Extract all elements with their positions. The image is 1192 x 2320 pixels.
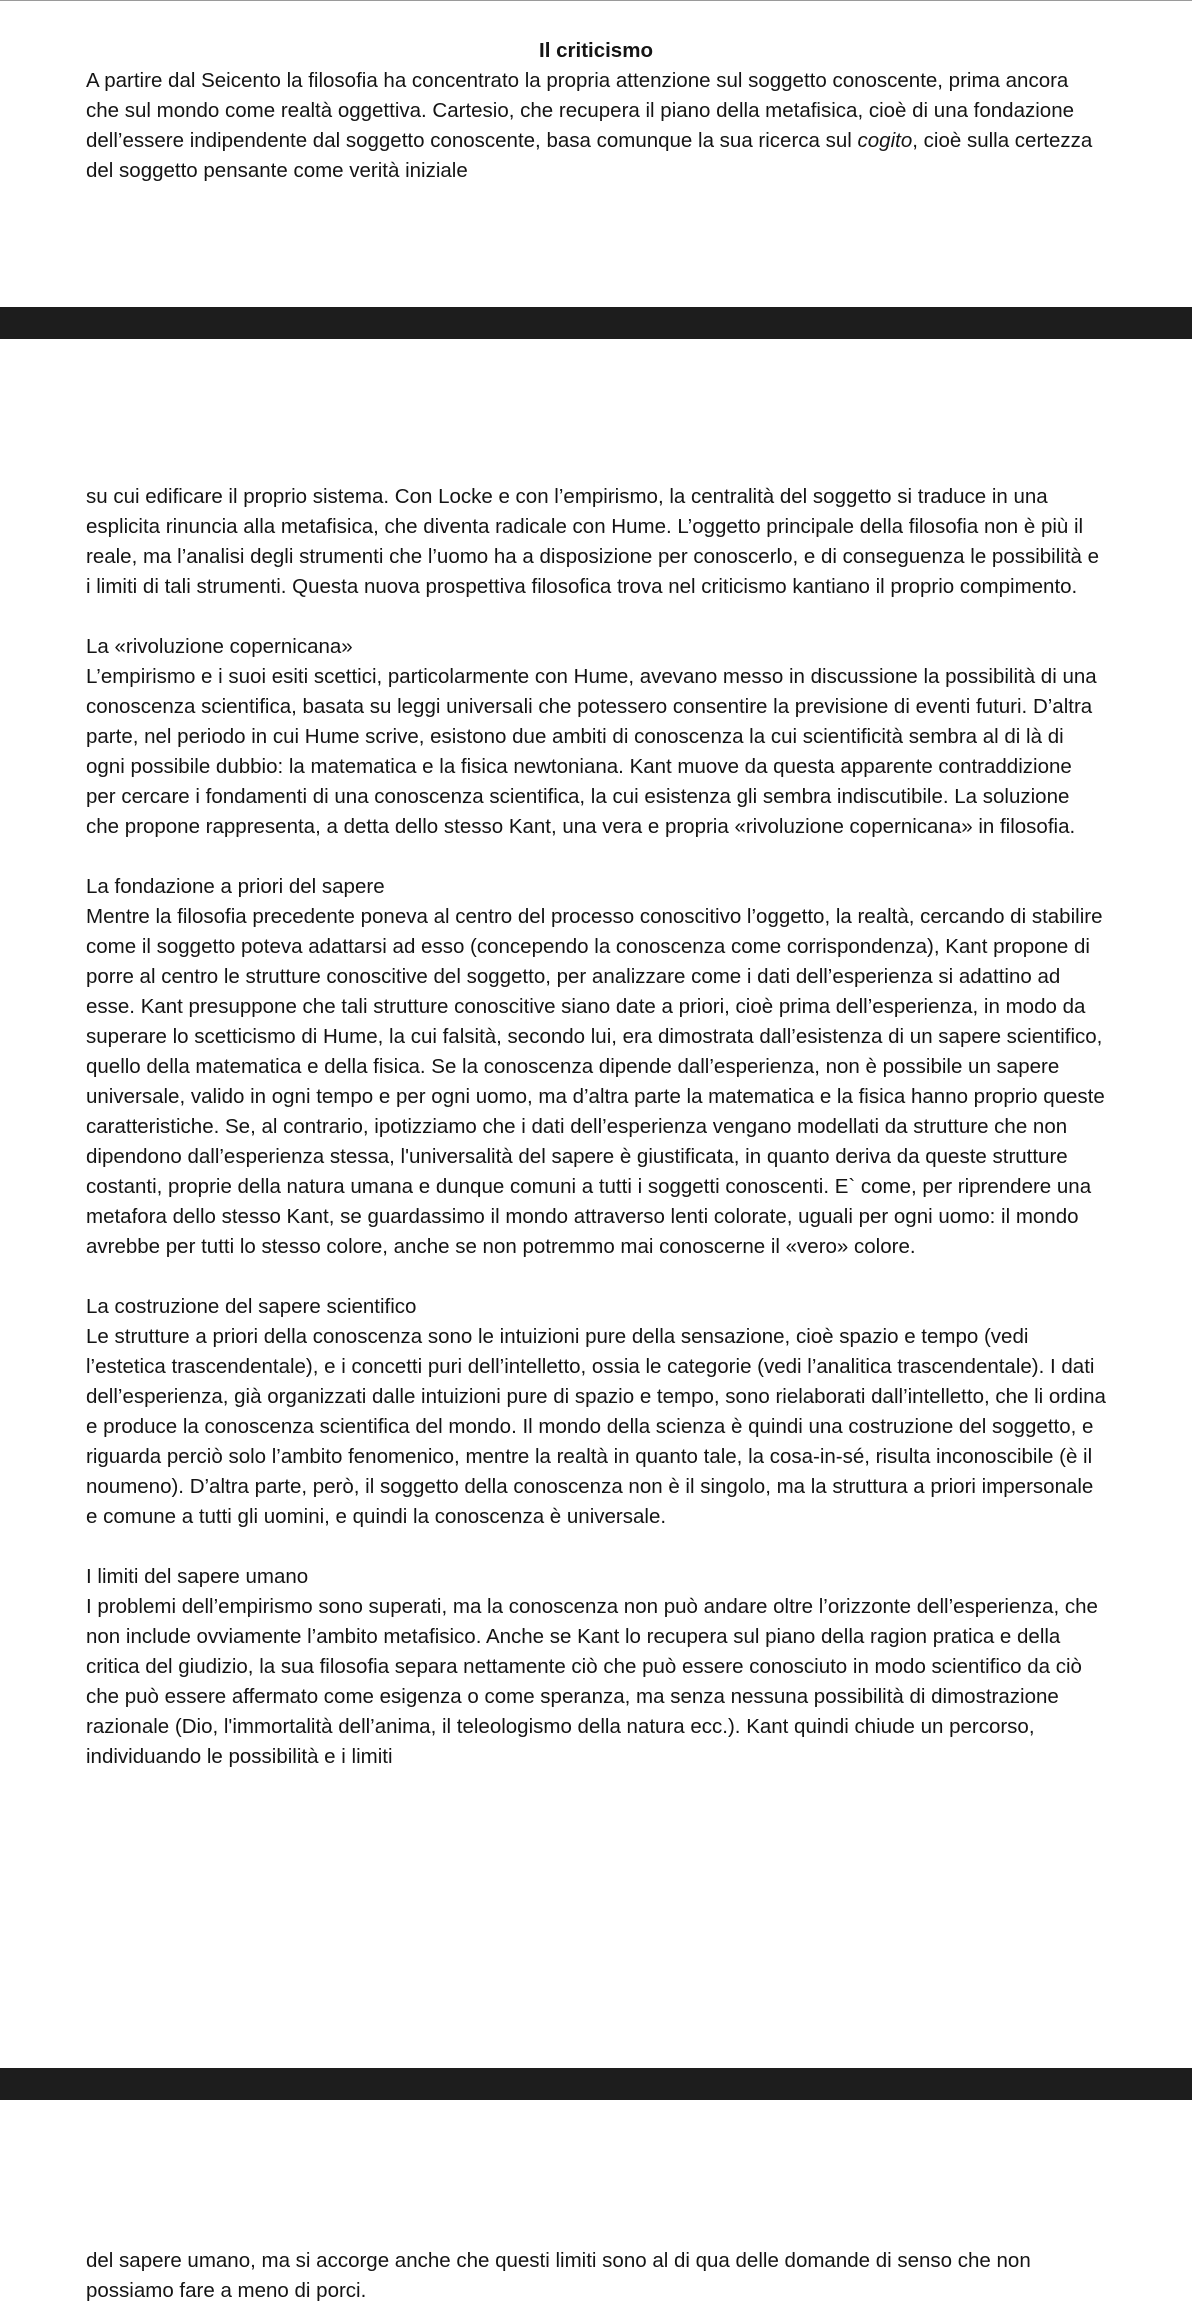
page-title: Il criticismo: [539, 39, 653, 62]
section-body-limiti: I problemi dell’empirismo sono superati, ma la conoscenza non può andare oltre l’orizzonte dell’esperienza, che non include ovviamente l’ambito metafisico. Anche se Kant lo recupera sul piano della ragion pratica e della critica del giudizio, la sua filosofia separa nettamente ciò che può essere conosciuto in modo scientifico da ciò che può essere affermato come esigenza o come speranza, ma senza nessuna possibilità di dimostrazione razionale (Dio, l'immortalità dell’anima, il teleologismo della natura ecc.). Kant quindi chiude un percorso, individuando le possibilità e i limiti: [86, 1595, 1098, 1768]
page-3-content: [86, 2246, 1106, 2306]
section-body-fondazione: Mentre la filosofia precedente poneva al centro del processo conoscitivo l’oggetto, la realtà, cercando di stabilire come il soggetto poteva adattarsi ad esso (concependo la conoscenza come corrispondenza), Kant propone di porre al centro le strutture conoscitive del soggetto, per analizzare come i dati dell’esperienza si adattino ad esse. Kant presuppone che tali strutture conoscitive siano date a priori, cioè prima dell’esperienza, in modo da superare lo scetticismo di Hume, la cui falsità, secondo lui, era dimostrata dall’esistenza di un sapere scientifico, quello della matematica e della fisica. Se la conoscenza dipende dall’esperienza, non è possibile un sapere universale, valido in ogni tempo e per ogni uomo, ma d’altra parte la matematica e la fisica hanno proprio queste caratteristiche. Se, al contrario, ipotizziamo che i dati dell’esperienza vengano modellati da strutture che non dipendono dall’esperienza stessa, l'universalità del sapere è giustificata, in quanto deriva da queste strutture costanti, proprie della natura umana e dunque comuni a tutti i soggetti conoscenti. E` come, per riprendere una metafora dello stesso Kant, se guardassimo il mondo attraverso lenti colorate, uguali per ogni uomo: il mondo avrebbe per tutti lo stesso colore, anche se non potremmo mai conoscerne il «vero» colore.: [86, 905, 1105, 1258]
conclusion-paragraph: del sapere umano, ma si accorge anche che questi limiti sono al di qua delle domande di senso che non possiamo fare a meno di porci.: [86, 2249, 1031, 2302]
page-1-content: [86, 36, 1106, 186]
intro-continuation-paragraph: su cui edificare il proprio sistema. Con Locke e con l’empirismo, la centralità del soggetto si traduce in una esplicita rinuncia alla metafisica, che diventa radicale con Hume. L’oggetto principale della filosofia non è più il reale, ma l’analisi degli strumenti che l’uomo ha a disposizione per conoscerlo, e di conseguenza le possibilità e i limiti di tali strumenti. Questa nuova prospettiva filosofica trova nel criticismo kantiano il proprio compimento.: [86, 485, 1100, 598]
intro-text-end: , cioè sulla certezza del soggetto pensante come verità iniziale: [86, 129, 1093, 182]
intro-paragraph: [86, 66, 1106, 186]
intro-text-start: A partire dal Seicento la filosofia ha concentrato la propria attenzione sul soggetto conoscente, prima ancora che sul mondo come realtà oggettiva. Cartesio, che recupera il piano della metafisica, cioè di una fondazione dell’essere indipendente dal soggetto conoscente, basa comunque la sua ricerca sul: [86, 69, 1074, 152]
section-heading-fondazione: La fondazione a priori del sapere: [86, 875, 385, 898]
section-heading-costruzione: La costruzione del sapere scientifico: [86, 1295, 417, 1318]
top-rule: [0, 0, 1192, 1]
page-break-band-2: [0, 2068, 1192, 2100]
section-heading-rivoluzione: La «rivoluzione copernicana»: [86, 635, 353, 658]
section-body-costruzione: Le strutture a priori della conoscenza sono le intuizioni pure della sensazione, cioè spazio e tempo (vedi l’estetica trascendentale), e i concetti puri dell’intelletto, ossia le categorie (vedi l’analitica trascendentale). I dati dell’esperienza, già organizzati dalle intuizioni pure di spazio e tempo, sono rielaborati dall’intelletto, che li ordina e produce la conoscenza scientifica del mondo. Il mondo della scienza è quindi una costruzione del soggetto, e riguarda perciò solo l’ambito fenomenico, mentre la realtà in quanto tale, la cosa-in-sé, risulta inconoscibile (è il noumeno). D’altra parte, però, il soggetto della conoscenza non è il singolo, ma la struttura a priori impersonale e comune a tutti gli uomini, e quindi la conoscenza è universale.: [86, 1325, 1106, 1528]
cogito-term: cogito: [857, 129, 913, 152]
page-2-content: [86, 482, 1106, 1772]
page-break-band-1: [0, 307, 1192, 339]
section-heading-limiti: I limiti del sapere umano: [86, 1565, 309, 1588]
section-body-rivoluzione: L’empirismo e i suoi esiti scettici, particolarmente con Hume, avevano messo in discussione la possibilità di una conoscenza scientifica, basata su leggi universali che potessero consentire la previsione di eventi futuri. D’altra parte, nel periodo in cui Hume scrive, esistono due ambiti di conoscenza la cui scientificità sembra al di là di ogni possibile dubbio: la matematica e la fisica newtoniana. Kant muove da questa apparente contraddizione per cercare i fondamenti di una conoscenza scientifica, la cui esistenza gli sembra indiscutibile. La soluzione che propone rappresenta, a detta dello stesso Kant, una vera e propria «rivoluzione copernicana» in filosofia.: [86, 665, 1097, 838]
